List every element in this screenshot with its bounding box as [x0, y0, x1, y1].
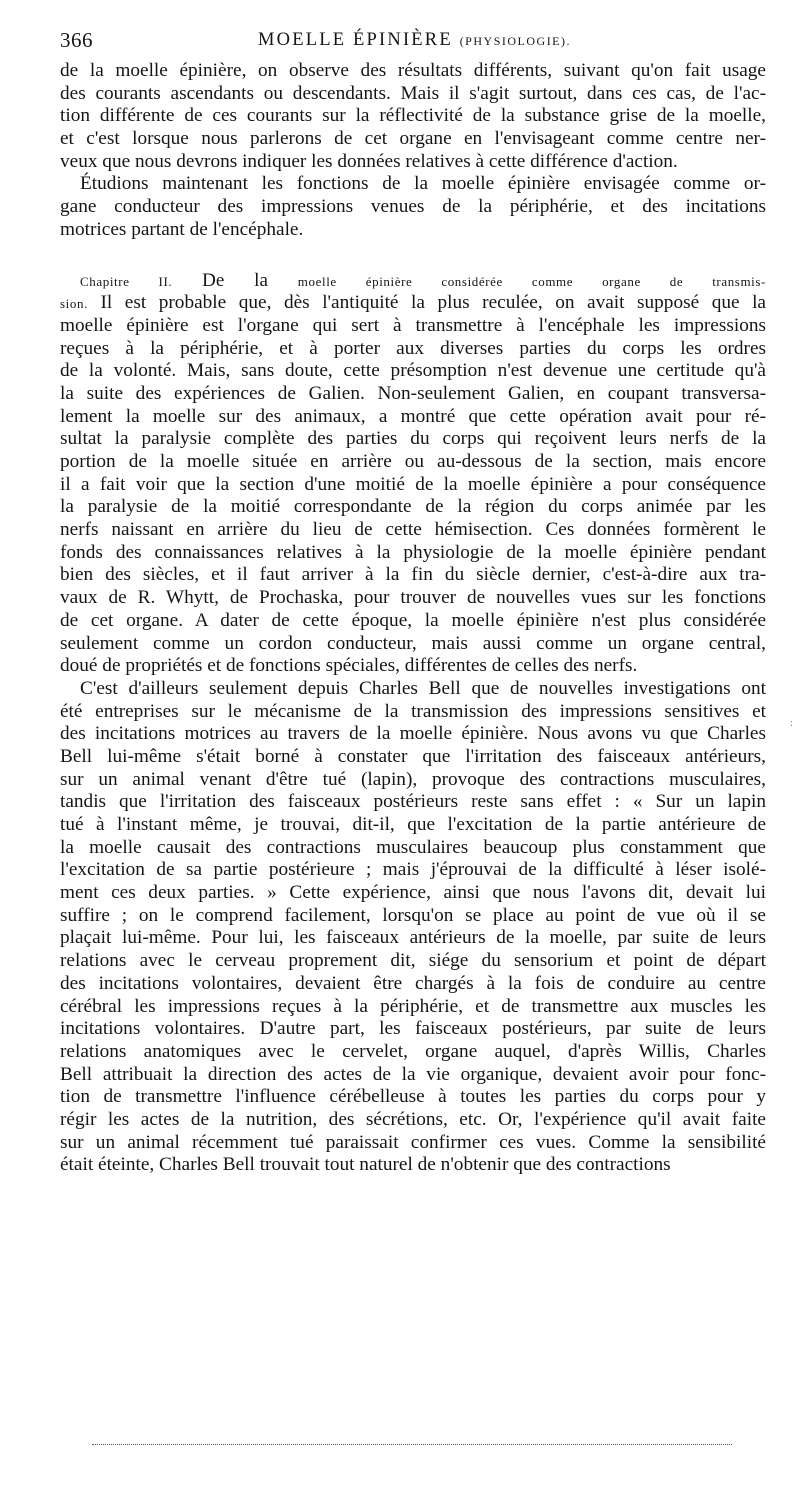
text-line: sultat la paralysie complète des parties du corps qui reçoivent leurs nerfs de la: [60, 428, 766, 450]
paragraph-first-line: Il est probable que, dès l'antiquité la plus reculée, on avait supposé que la: [100, 292, 766, 314]
paragraph-chapter-body: [60, 315, 766, 678]
text-line: cérébral les impressions reçues à la périphérie, et de transmettre aux muscles les: [60, 995, 766, 1017]
text-line: de la volonté. Mais, sans doute, cette présomption n'est devenue une certitude qu'à: [60, 360, 766, 382]
text-line: portion de la moelle située en arrière ou au-dessous de la section, mais encore: [60, 451, 766, 472]
paragraph-charles-bell: [60, 678, 766, 1177]
text-line: l'excitation de sa partie postérieure ; mais j'éprouvai de la difficulté à léser isolé-: [60, 859, 766, 881]
chapter-heading-line: [60, 270, 766, 293]
chapter-label: Chapitre II.: [80, 273, 173, 289]
text-line: seulement comme un cordon conducteur, mais aussi comme un organe central,: [60, 632, 766, 654]
margin-mark: :: [790, 718, 793, 729]
text-line: été entreprises sur le mécanisme de la transmission des impressions sensitives et: [60, 700, 766, 722]
text-line: motrices partant de l'encéphale.: [60, 218, 304, 240]
text-line: de la moelle épinière, on observe des résultats différents, suivant qu'on fait usage: [60, 60, 766, 81]
text-line: la suite des expériences de Galien. Non-seulement Galien, en coupant transversa-: [60, 382, 766, 404]
text-line: lement la moelle sur des animaux, a montré que cette opération avait pour ré-: [60, 405, 766, 427]
running-title: [258, 30, 571, 51]
page-header: [60, 28, 772, 58]
text-line: la paralysie de la moitié correspondante de la région du corps animée par les: [60, 496, 766, 518]
text-line: sur un animal récemment tué paraissait confirmer ces vues. Comme la sensibilité: [60, 1131, 766, 1153]
text-line: sur un animal venant d'être tué (lapin), provoque des contractions musculaires,: [60, 768, 766, 790]
body-text: [60, 60, 766, 1177]
paragraph-continuation: [60, 60, 766, 173]
running-title-main: MOELLE ÉPINIÈRE: [258, 30, 453, 50]
text-line: des courants ascendants ou descendants. Mais il s'agit surtout, dans ces cas, de l'ac-: [60, 82, 766, 104]
text-line: de cet organe. A dater de cette époque, la moelle épinière n'est plus considérée: [60, 609, 766, 631]
text-line: vaux de R. Whytt, de Prochaska, pour trouver de nouvelles vues sur les fonctions: [60, 587, 766, 609]
text-line: et c'est lorsque nous parlerons de cet organe en l'envisageant comme centre ner-: [60, 128, 766, 150]
paragraph-etudions: [60, 173, 766, 241]
chapter-heading: [60, 270, 766, 315]
text-line: des incitations volontaires, devaient être chargés à la fois de conduire au centre: [60, 972, 766, 994]
text-line: tion différente de ces courants sur la réflectivité de la substance grise de la moelle,: [60, 105, 766, 127]
text-line: Bell lui-même s'était borné à constater que l'irritation des faisceaux antérieurs,: [60, 745, 766, 767]
text-line: veux que nous devrons indiquer les données relatives à cette différence d'action.: [60, 150, 678, 172]
footer-dotted-rule: [92, 1444, 732, 1445]
text-line: des incitations motrices au travers de la moelle épinière. Nous avons vu que Charles: [60, 723, 766, 745]
text-line: régir les actes de la nutrition, des sécrétions, etc. Or, l'expérience qu'il avait faite: [60, 1108, 766, 1130]
text-line: fonds des connaissances relatives à la physiologie de la moelle épinière pendant: [60, 541, 766, 563]
text-line: ment ces deux parties. » Cette expérience, ainsi que nous l'avons dit, devait lui: [60, 882, 766, 904]
text-line: suffire ; on le comprend facilement, lorsqu'on se place au point de vue où il se: [60, 904, 766, 926]
text-line: Bell attribuait la direction des actes de la vie organique, devaient avoir pour fonc-: [60, 1063, 766, 1085]
page-number: 366: [60, 28, 93, 52]
text-line: C'est d'ailleurs seulement depuis Charles Bell que de nouvelles investigations ont: [80, 677, 766, 699]
text-line: la moelle causait des contractions musculaires beaucoup plus constamment que: [60, 836, 766, 858]
text-line: tion de transmettre l'influence cérébelleuse à toutes les parties du corps pour y: [60, 1086, 766, 1108]
text-line: Étudions maintenant les fonctions de la moelle épinière envisagée comme or-: [80, 173, 766, 195]
text-line: reçues à la périphérie, et à porter aux diverses parties du corps les ordres: [60, 337, 766, 359]
text-line: tandis que l'irritation des faisceaux postérieurs reste sans effet : « Sur un lapin: [60, 791, 766, 813]
text-line: bien des siècles, et il faut arriver à la fin du siècle dernier, c'est-à-dire aux tra-: [60, 564, 766, 586]
text-line: gane conducteur des impressions venues de la périphérie, et des incitations: [60, 196, 766, 218]
chapter-title-end: sion.: [60, 296, 88, 312]
text-line: il a fait voir que la section d'une moitié de la moelle épinière a pour conséquence: [60, 473, 766, 495]
text-line: tué à l'instant même, je trouvai, dit-il, que l'excitation de la partie antérieure de: [60, 814, 766, 835]
chapter-title-lead: De la: [202, 269, 268, 291]
text-line: doué de propriétés et de fonctions spéciales, différentes de celles des nerfs.: [60, 655, 638, 677]
text-line: plaçait lui-même. Pour lui, les faisceaux antérieurs de la moelle, par suite de leurs: [60, 927, 766, 949]
section-gap: [60, 242, 766, 270]
text-line: relations avec le cerveau proprement dit, siége du sensorium et point de départ: [60, 950, 766, 972]
running-title-subtitle: (PHYSIOLOGIE).: [459, 34, 572, 48]
text-line: moelle épinière est l'organe qui sert à transmettre à l'encéphale les impressions: [60, 314, 766, 336]
text-line: incitations volontaires. D'autre part, les faisceaux postérieurs, par suite de leurs: [60, 1018, 766, 1040]
text-line: nerfs naissant en arrière du lieu de cette hémisection. Ces données formèrent le: [60, 519, 766, 541]
chapter-heading-line-2: [60, 292, 766, 315]
text-line: était éteinte, Charles Bell trouvait tout naturel de n'obtenir que des contractions: [60, 1154, 671, 1176]
text-line: relations anatomiques avec le cervelet, organe auquel, d'après Willis, Charles: [60, 1040, 766, 1062]
chapter-title: moelle épinière considérée comme organe de transmis-: [297, 273, 766, 289]
